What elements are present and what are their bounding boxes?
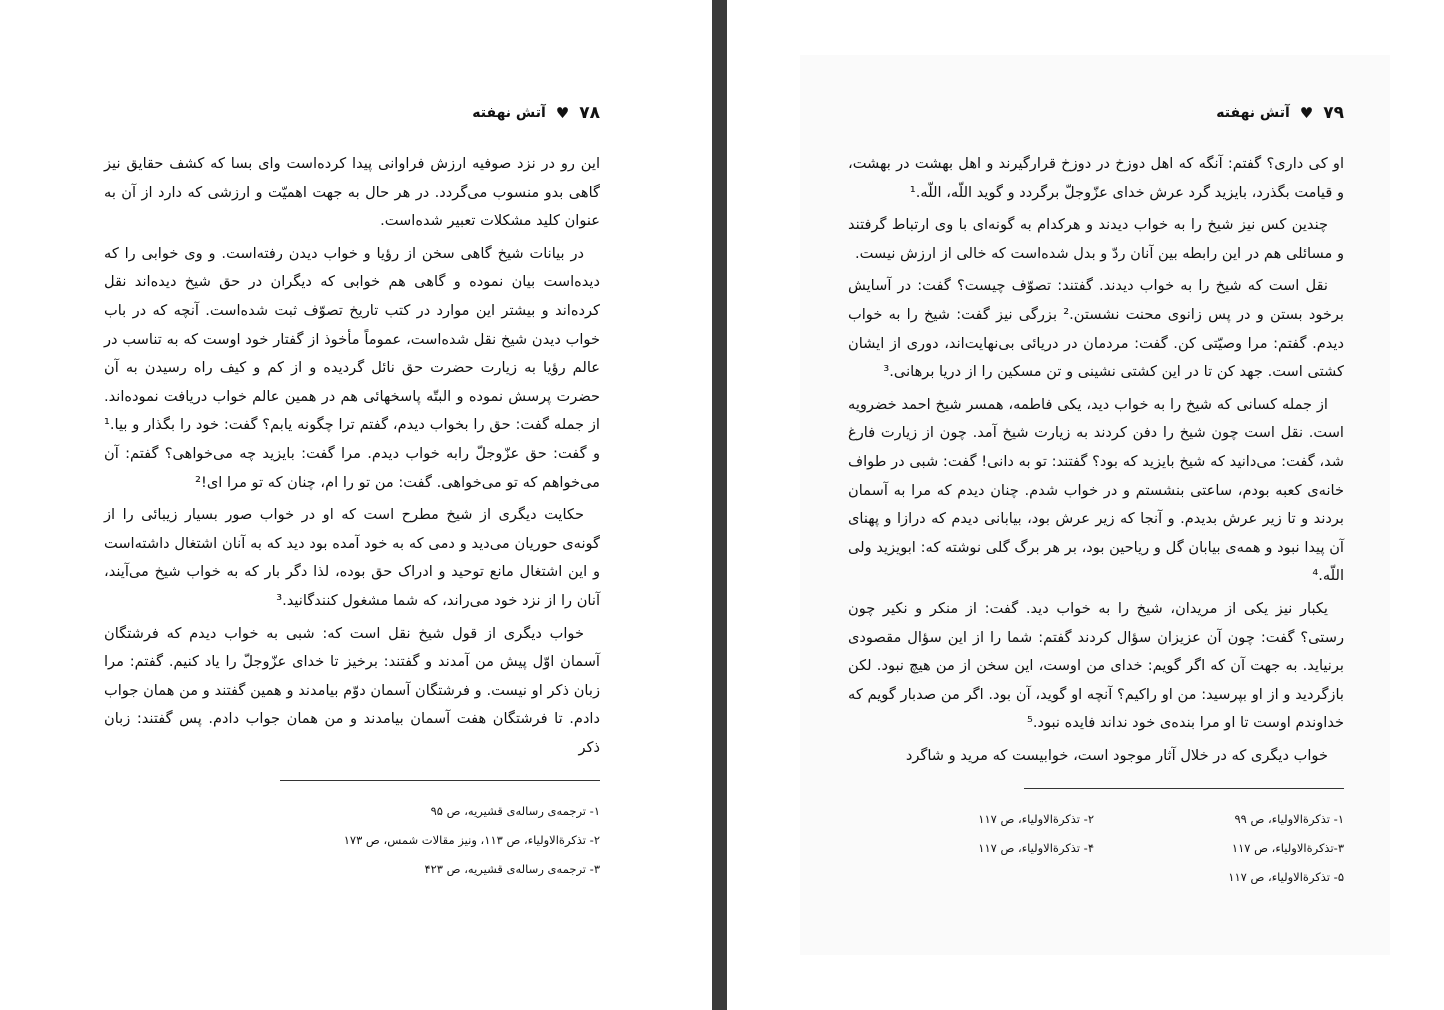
footnote: ۴- تذکرةالاولیاء، ص ۱۱۷ (978, 841, 1094, 856)
right-page (848, 96, 1344, 976)
right-page-header (848, 96, 1344, 130)
footnote: ۱- ترجمه‌ی رساله‌ی قشیریه، ص ۹۵ (430, 804, 600, 819)
footnote-column-1 (1094, 805, 1344, 892)
paragraph: یکبار نیز یکی از مریدان، شیخ را به خواب دید. گفت: از منکر و نکیر چون رستی؟ گفت: چون آن عزیزان سؤال کردند گفتم: شما را از این سؤال مقصودی برنیاید. به جهت آن که اگر گویم: خدای من اوست، این سخن از من هیچ نبود. لکن بازگردید و از او بپرسید: من او راکیم؟ آنچه او گوید، آن بود. اگر من صدبار گویم که خداوندم اوست تا او مرا بنده‌ی خود نداند فایده نبود.⁵ (848, 599, 1344, 732)
left-footnotes (104, 797, 600, 884)
paragraph: خواب دیگری که در خلال آثار موجود است، خوابیست که مرید و شاگرد (905, 746, 1328, 764)
book-spine (712, 0, 727, 1010)
right-page-body (848, 150, 1344, 770)
footnote: ۲- تذکرةالاولیاء، ص ۱۱۳، ونیز مقالات شمس، ص ۱۷۳ (343, 833, 600, 848)
running-title: آتش نهفته (1216, 105, 1290, 121)
page-number: ۷۹ (1323, 103, 1344, 123)
paragraph: در بیانات شیخ گاهی سخن از رؤیا و خواب دیدن رفته‌است. و وی خوابی را که دیده‌است بیان نموده و گاهی هم خوابی که دیگران در حق شیخ دیده‌اند نقل کرده‌اند و بیشتر این موارد در کتب تاریخ تصوّف ثبت شده‌است. آنچه که در باب خواب دیدن شیخ نقل شده‌است، عموماً مأخوذ از گفتار خود اوست که به تناسب در عالم رؤیا به زیارت حضرت حق نائل گردیده و از کم و کیف راه رسیدن به آن حضرت پرسش نموده و البتّه پاسخهائی هم در همین عالم خواب دریافت نموده‌اند. از جمله گفت: حق را بخواب دیدم، گفتم ترا چگونه یابم؟ گفت: خود را بگذار و بیا.¹ و گفت: حق عزّوجلّ رابه خواب دیدم. مرا گفت: بایزید چه می‌خواهی؟ گفتم: آن می‌خواهم که تو می‌خواهی. گفت: من تو را ام، چنان که تو مرا ای!² (104, 244, 600, 491)
page-number: ۷۸ (579, 103, 600, 123)
paragraph: نقل است که شیخ را به خواب دیدند. گفتند: تصوّف چیست؟ گفت: در آسایش برخود بستن و در پس زانوی محنت نشستن.² بزرگی نیز گفت: شیخ را به خواب دیدم. گفتم: مرا وصیّتی کن. گفت: مردمان در دریائی بی‌نهایت‌اند، دوری از ایشان کشتی است. جهد کن تا در این کشتی نشینی و تن مسکین را از دریا برهانی.³ (848, 277, 1344, 381)
footnote-divider (1024, 788, 1344, 789)
left-page (104, 96, 600, 976)
paragraph: از جمله کسانی که شیخ را به خواب دید، یکی فاطمه، همسر شیخ احمد خضرویه است. نقل است چون شیخ را دفن کردند به زیارت شیخ آمد. چون از زیارت فارغ شد، گفت: می‌دانید که شیخ بایزید که بود؟ گفتند: تو به دانی! گفت: شبی در طواف خانه‌ی کعبه بودم، ساعتی بنشستم و در خواب شدم. چنان دیدم که مرا به آسمان بردند و تا زیر عرش بدیدم. و آنجا که زیر عرش بود، بیابانی دیدم که درازا و پهنای آن پیدا نبود و همه‌ی بیابان گل و ریاحین بود، بر هر برگ گلی نوشته که: ابویزید ولی اللّه.⁴ (848, 395, 1344, 585)
left-page-header (104, 96, 600, 130)
footnote-divider (280, 780, 600, 781)
heart-icon: ♥ (1299, 104, 1314, 122)
paragraph: او کی داری؟ گفتم: آنگه که اهل دوزخ در دوزخ قرارگیرند و اهل بهشت در بهشت، و قیامت بگذرد، بایزید گرد عرش خدای عزّوجلّ برگردد و گوید اللّه، اللّه.¹ (848, 155, 1344, 201)
right-footnotes (848, 805, 1344, 892)
footnote-column-2 (844, 805, 1094, 892)
running-title: آتش نهفته (472, 105, 546, 121)
paragraph: چندین کس نیز شیخ را به خواب دیدند و هرکدام به گونه‌ای با وی ارتباط گرفتند و مسائلی هم در این رابطه بین آنان ردّ و بدل شده‌است که خالی از ارزش نیست. (848, 216, 1344, 262)
footnote: ۲- تذکرةالاولیاء، ص ۱۱۷ (978, 812, 1094, 827)
left-page-body (104, 150, 600, 762)
paragraph: خواب دیگری از قول شیخ نقل است که: شبی به خواب دیدم که فرشتگان آسمان اوّل پیش من آمدند و گفتند: برخیز تا خدای عزّوجلّ را یاد کنیم. گفتم: مرا زبان ذکر او نیست. و فرشتگان آسمان دوّم بیامدند و همین گفتند و من همان جواب دادم. تا فرشتگان هفت آسمان بیامدند و من همان جواب دادم. پس گفتند: زبان ذکر (104, 624, 600, 756)
paragraph: حکایت دیگری از شیخ مطرح است که او در خواب صور بسیار زیبائی را از گونه‌ی حوریان می‌دید و دمی که به خود آمده بود دید که به آنان اشتغال داشته‌است و این اشتغال مانع توحید و ادراک حق بوده، لذا دگر بار که به خواب شیخ می‌آیند، آنان را از نزد خود می‌راند، که شما مشغول کنندگانید.³ (104, 506, 600, 609)
footnote: ۳-تذکرةالاولیاء، ص ۱۱۷ (1231, 841, 1344, 856)
footnote: ۳- ترجمه‌ی رساله‌ی قشیریه، ص ۴۲۳ (424, 862, 600, 877)
footnote: ۱- تذکرةالاولیاء، ص ۹۹ (1234, 812, 1344, 827)
heart-icon: ♥ (555, 104, 570, 122)
footnote: ۵- تذکرةالاولیاء، ص ۱۱۷ (1228, 870, 1344, 885)
paragraph: این رو در نزد صوفیه ارزش فراوانی پیدا کرده‌است وای بسا که کشف حقایق نیز گاهی بدو منسوب می‌گردد. در هر حال به جهت اهمیّت و ارزشی که دارد از آن به عنوان کلید مشکلات تعبیر شده‌است. (104, 155, 600, 230)
